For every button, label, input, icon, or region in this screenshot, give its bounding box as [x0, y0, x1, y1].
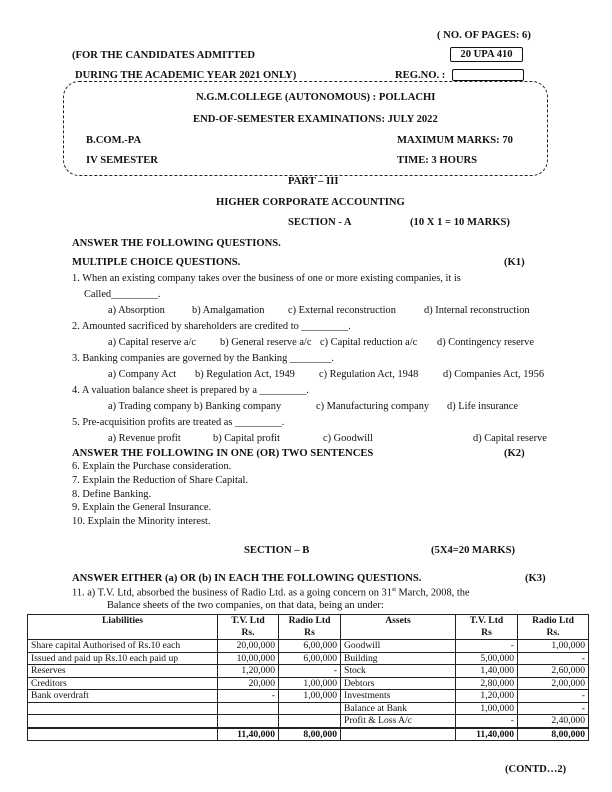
header-radio-ltd-label: Radio Ltd: [288, 615, 331, 626]
question-2: 2. Amounted sacrificed by shareholders are credited to _________.: [72, 321, 351, 332]
tv-ltd-asset-cell: 1,20,000: [456, 690, 518, 703]
q1-option-d: d) Internal reconstruction: [424, 305, 530, 316]
tv-ltd-liab-cell: 20,000: [218, 677, 279, 690]
liability-cell: Bank overdraft: [28, 690, 218, 703]
q4-option-c: c) Manufacturing company: [316, 401, 430, 412]
course-name: B.COM.-PA: [86, 135, 142, 146]
q5-option-c: c) Goodwill: [323, 433, 373, 444]
question-11a-line-2: Balance sheets of the two companies, on that data, being an under:: [107, 600, 384, 611]
radio-ltd-liab-cell: -: [279, 665, 341, 678]
total-liability-cell: [28, 728, 218, 741]
question-8: 8. Define Banking.: [72, 489, 152, 500]
q3-option-c: c) Regulation Act, 1948: [319, 369, 419, 380]
asset-cell: Stock: [341, 665, 456, 678]
reg-no-label: REG.NO. :: [395, 70, 446, 81]
liability-cell: Issued and paid up Rs.10 each paid up: [28, 652, 218, 665]
exam-time: TIME: 3 HOURS: [397, 155, 478, 166]
balance-sheet-table: [27, 614, 589, 741]
asset-cell: Goodwill: [341, 640, 456, 653]
liability-cell: Creditors: [28, 677, 218, 690]
question-5: 5. Pre-acquisition profits are treated as _________.: [72, 417, 285, 428]
tv-ltd-asset-cell: 1,40,000: [456, 665, 518, 678]
header-tv-ltd-unit: Rs: [481, 627, 492, 638]
total-radio-ltd-asset-cell: 8,00,000: [518, 728, 589, 741]
q11-text-pre: 11. a) T.V. Ltd, absorbed the business of Radio Ltd. as a going concern on 31: [72, 587, 392, 599]
question-9: 9. Explain the General Insurance.: [72, 502, 212, 513]
radio-ltd-liab-cell: [279, 702, 341, 715]
short-answer-level: (K2): [504, 448, 525, 459]
table-row: [28, 715, 589, 728]
section-a-title: SECTION - A: [288, 217, 352, 228]
q2-option-b: b) General reserve a/c: [220, 337, 312, 348]
tv-ltd-liab-cell: 20,00,000: [218, 640, 279, 653]
asset-cell: Building: [341, 652, 456, 665]
radio-ltd-asset-cell: 2,60,000: [518, 665, 589, 678]
section-a-marks: (10 X 1 = 10 MARKS): [410, 217, 510, 228]
radio-ltd-liab-cell: 1,00,000: [279, 677, 341, 690]
q2-option-c: c) Capital reduction a/c: [320, 337, 418, 348]
candidates-line-1: (FOR THE CANDIDATES ADMITTED: [72, 50, 255, 61]
question-11a-line-1: [72, 587, 470, 598]
table-row: [28, 690, 589, 703]
table-header-row: [28, 615, 589, 640]
liability-cell: [28, 702, 218, 715]
tv-ltd-liab-cell: -: [218, 690, 279, 703]
q11-text-post: March, 2008, the: [395, 587, 470, 599]
short-answer-heading: ANSWER THE FOLLOWING IN ONE (OR) TWO SENTENCES: [72, 448, 374, 459]
header-tv-ltd-liab: [218, 615, 279, 640]
table-row: [28, 652, 589, 665]
part-heading: PART – III: [288, 176, 339, 187]
header-radio-ltd-unit: Rs: [304, 627, 315, 638]
q2-option-a: a) Capital reserve a/c: [108, 337, 196, 348]
radio-ltd-liab-cell: [279, 715, 341, 728]
section-a-instruction: ANSWER THE FOLLOWING QUESTIONS.: [72, 238, 281, 249]
header-tv-ltd-unit: Rs.: [241, 627, 255, 638]
table-row: [28, 640, 589, 653]
table-row: [28, 702, 589, 715]
header-radio-ltd-label: Radio Ltd: [532, 615, 574, 626]
q1-option-a: a) Absorption: [108, 305, 165, 316]
exam-title: END-OF-SEMESTER EXAMINATIONS: JULY 2022: [193, 114, 438, 125]
radio-ltd-asset-cell: -: [518, 652, 589, 665]
reg-no-field[interactable]: [452, 69, 524, 81]
question-1-cont: Called_________.: [84, 289, 161, 300]
mcq-heading: MULTIPLE CHOICE QUESTIONS.: [72, 257, 241, 268]
total-asset-cell: [341, 728, 456, 741]
q4-option-a: a) Trading company: [108, 401, 192, 412]
header-tv-ltd-label: T.V. Ltd: [231, 615, 265, 626]
question-10: 10. Explain the Minority interest.: [72, 516, 211, 527]
question-7: 7. Explain the Reduction of Share Capital.: [72, 475, 249, 486]
continued-marker: (CONTD…2): [505, 764, 567, 775]
radio-ltd-asset-cell: 2,40,000: [518, 715, 589, 728]
header-tv-ltd-label: T.V. Ltd: [469, 615, 504, 626]
tv-ltd-liab-cell: [218, 715, 279, 728]
asset-cell: Profit & Loss A/c: [341, 715, 456, 728]
q1-option-c: c) External reconstruction: [288, 305, 396, 316]
question-6: 6. Explain the Purchase consideration.: [72, 461, 232, 472]
mcq-level: (K1): [504, 257, 525, 268]
question-1: 1. When an existing company takes over the business of one or more existing companies, it is: [72, 273, 461, 284]
candidates-line-2: DURING THE ACADEMIC YEAR 2021 ONLY): [75, 70, 297, 81]
header-radio-ltd-liab: [279, 615, 341, 640]
q2-option-d: d) Contingency reserve: [437, 337, 534, 348]
max-marks: MAXIMUM MARKS: 70: [397, 135, 513, 146]
tv-ltd-asset-cell: 1,00,000: [456, 702, 518, 715]
tv-ltd-liab-cell: [218, 702, 279, 715]
tv-ltd-asset-cell: 2,80,000: [456, 677, 518, 690]
college-name: N.G.M.COLLEGE (AUTONOMOUS) : POLLACHI: [196, 92, 436, 103]
total-tv-ltd-liab-cell: 11,40,000: [218, 728, 279, 741]
liability-cell: Reserves: [28, 665, 218, 678]
q11-sup: st: [391, 587, 396, 593]
radio-ltd-asset-cell: 1,00,000: [518, 640, 589, 653]
tv-ltd-asset-cell: -: [456, 715, 518, 728]
page-count: ( NO. OF PAGES: 6): [437, 30, 531, 41]
section-b-instruction: ANSWER EITHER (a) OR (b) IN EACH THE FOLLOWING QUESTIONS.: [72, 573, 422, 584]
header-liabilities: Liabilities: [28, 615, 218, 640]
q5-option-a: a) Revenue profit: [108, 433, 181, 444]
asset-cell: Balance at Bank: [341, 702, 456, 715]
asset-cell: Debtors: [341, 677, 456, 690]
total-tv-ltd-asset-cell: 11,40,000: [456, 728, 518, 741]
header-assets: Assets: [341, 615, 456, 640]
table-total-row: [28, 728, 589, 741]
q1-option-b: b) Amalgamation: [192, 305, 265, 316]
question-4: 4. A valuation balance sheet is prepared by a _________.: [72, 385, 309, 396]
header-tv-ltd-assets: [456, 615, 518, 640]
total-radio-ltd-liab-cell: 8,00,000: [279, 728, 341, 741]
tv-ltd-asset-cell: -: [456, 640, 518, 653]
section-b-marks: (5X4=20 MARKS): [431, 545, 516, 556]
paper-code-box: 20 UPA 410: [450, 47, 523, 62]
liability-cell: [28, 715, 218, 728]
radio-ltd-liab-cell: 6,00,000: [279, 640, 341, 653]
question-3: 3. Banking companies are governed by the Banking ________.: [72, 353, 335, 364]
q5-option-b: b) Capital profit: [213, 433, 280, 444]
table-row: [28, 665, 589, 678]
section-b-level: (K3): [525, 573, 546, 584]
asset-cell: Investments: [341, 690, 456, 703]
q5-option-d: d) Capital reserve: [473, 433, 547, 444]
q3-option-a: a) Company Act: [108, 369, 177, 380]
radio-ltd-asset-cell: -: [518, 690, 589, 703]
q4-option-d: d) Life insurance: [447, 401, 518, 412]
header-radio-ltd-assets: [518, 615, 589, 640]
semester: IV SEMESTER: [86, 155, 158, 166]
table-row: [28, 677, 589, 690]
section-b-title: SECTION – B: [244, 545, 310, 556]
liability-cell: Share capital Authorised of Rs.10 each: [28, 640, 218, 653]
header-radio-ltd-unit: Rs.: [546, 627, 560, 638]
radio-ltd-liab-cell: 6,00,000: [279, 652, 341, 665]
radio-ltd-liab-cell: 1,00,000: [279, 690, 341, 703]
q4-option-b: b) Banking company: [194, 401, 282, 412]
radio-ltd-asset-cell: -: [518, 702, 589, 715]
subject-title: HIGHER CORPORATE ACCOUNTING: [216, 197, 405, 208]
q3-option-b: b) Regulation Act, 1949: [195, 369, 295, 380]
radio-ltd-asset-cell: 2,00,000: [518, 677, 589, 690]
tv-ltd-asset-cell: 5,00,000: [456, 652, 518, 665]
tv-ltd-liab-cell: 10,00,000: [218, 652, 279, 665]
q3-option-d: d) Companies Act, 1956: [443, 369, 545, 380]
tv-ltd-liab-cell: 1,20,000: [218, 665, 279, 678]
